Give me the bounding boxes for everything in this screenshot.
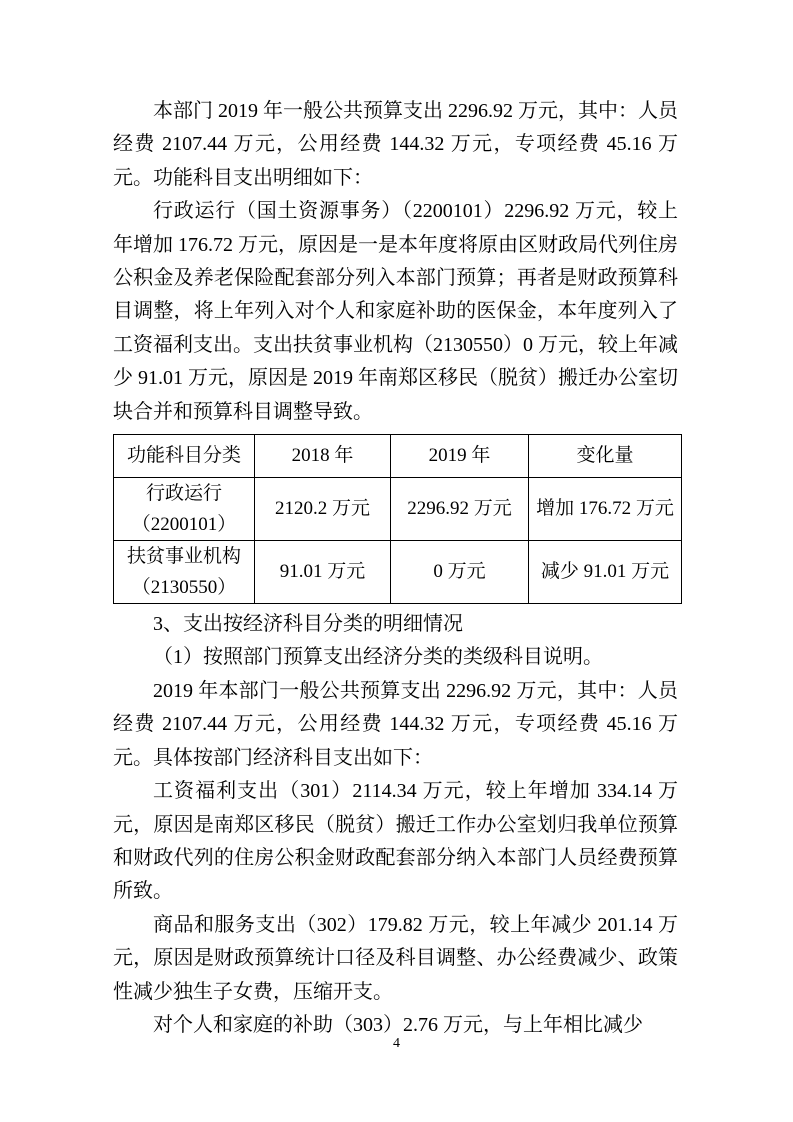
document-body	[113, 95, 678, 1042]
paragraph-economic-overview: 2019 年本部门一般公共预算支出 2296.92 万元，其中：人员经费 2107.44 万元，公用经费 144.32 万元，专项经费 45.16 万元。具体按部门经济科目支出如下：	[113, 679, 678, 769]
item1-heading: （1）按照部门预算支出经济分类的类级科目说明。	[153, 646, 603, 669]
paragraph-wages-expenditure: 工资福利支出（301）2114.34 万元，较上年增加 334.14 万元，原因是南郑区移民（脱贫）搬迁工作办公室划归我单位预算和财政代列的住房公积金财政配套部分纳入本部门人员经费预算所致。	[113, 780, 678, 903]
category-name: 行政运行	[145, 483, 222, 505]
category-name: 扶贫事业机构	[126, 546, 241, 568]
header-year-2018: 2018 年	[255, 435, 391, 478]
header-category: 功能科目分类	[114, 435, 255, 478]
cell-2019-value: 0 万元	[391, 541, 529, 604]
table-header-row	[114, 435, 682, 478]
table-body	[114, 478, 682, 604]
paragraph-individual-family-subsidies: 对个人和家庭的补助（303）2.76 万元，与上年相比减少	[153, 1013, 643, 1036]
cell-change-value: 增加 176.72 万元	[529, 478, 682, 541]
paragraph-goods-services-expenditure: 商品和服务支出（302）179.82 万元，较上年减少 201.14 万元，原因是财政预算统计口径及科目调整、办公经费减少、政策性减少独生子女费，压缩开支。	[113, 913, 678, 1003]
page-number: 4	[393, 1036, 400, 1051]
cell-change-value: 减少 91.01 万元	[529, 541, 682, 604]
cell-2018-value: 2120.2 万元	[255, 478, 391, 541]
table-head	[114, 435, 682, 478]
category-code: （2130550）	[131, 577, 237, 599]
cell-category	[114, 541, 255, 604]
header-change: 变化量	[529, 435, 682, 478]
cell-category	[114, 478, 255, 541]
table-row	[114, 541, 682, 604]
cell-2018-value: 91.01 万元	[255, 541, 391, 604]
table-row	[114, 478, 682, 541]
paragraph-budget-overview: 本部门 2019 年一般公共预算支出 2296.92 万元，其中：人员经费 2107.44 万元，公用经费 144.32 万元，专项经费 45.16 万元。功能科目支出明细如下：	[113, 100, 678, 189]
category-code: （2200101）	[131, 514, 237, 536]
cell-2019-value: 2296.92 万元	[391, 478, 529, 541]
section3-heading: 3、支出按经济科目分类的明细情况	[153, 613, 463, 636]
paragraph-function-detail: 行政运行（国土资源事务）（2200101）2296.92 万元，较上年增加 176.72 万元，原因是一是本年度将原由区财政局代列住房公积金及养老保险配套部分列入本部门预算；再者是财政预算科目调整，将上年列入对个人和家庭补助的医保金，本年度列入了工资福利支出。支出扶贫事业机构（2130550）0 万元，较上年减少 91.01 万元，原因是 2019 年南郑区移民（脱贫）搬迁办公室切块合并和预算科目调整导致。	[113, 200, 678, 423]
header-year-2019: 2019 年	[391, 435, 529, 478]
function-category-table	[113, 434, 682, 604]
